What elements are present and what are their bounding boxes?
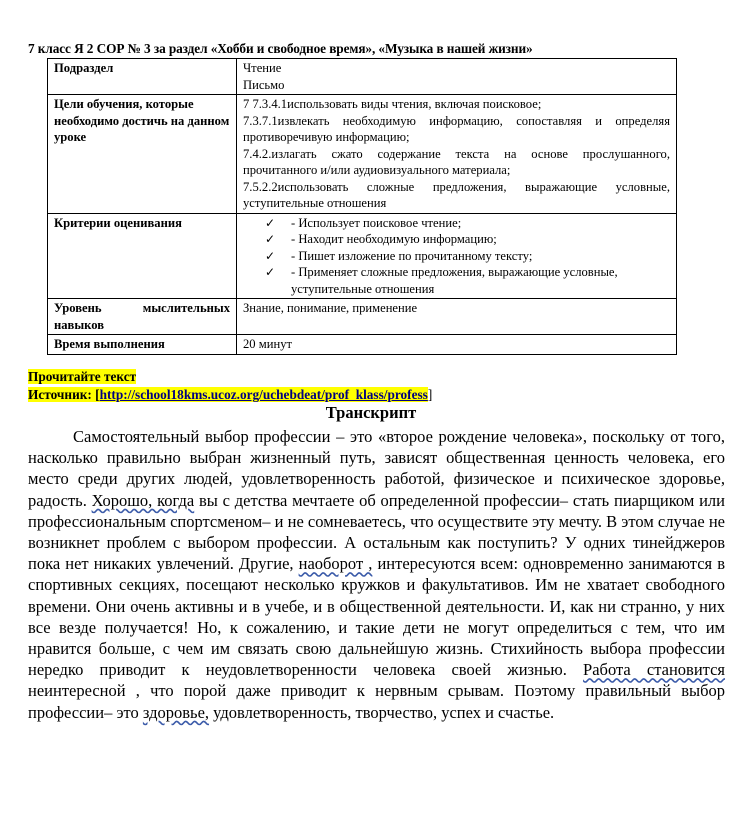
criteria-text: - Находит необходимую информацию;	[291, 232, 497, 246]
transcript-paragraph	[28, 426, 725, 723]
level-value: Знание, понимание, применение	[237, 299, 677, 335]
subsection-reading: Чтение	[243, 61, 282, 75]
grammar-marked-text: здоровье,	[142, 702, 210, 722]
checkmark-icon: ✓	[265, 215, 276, 230]
transcript-text: вы с детства мечтаете об определенной профессии– стать пиарщиком или профессиональным спортсменом– и не сомневаетесь, что осуществите эту мечту. В этом случае не возникнет проблем с выбором профессии. А остальным как поступить? У одних тинейджеров пока нет никаких увлечений. Другие,	[28, 490, 725, 574]
criteria-item	[265, 231, 670, 248]
checkmark-icon: ✓	[265, 248, 276, 263]
criteria-list	[243, 215, 670, 298]
assessment-info-table	[47, 58, 677, 355]
transcript-text: неинтересной , что порой даже приводит к нервным срывам. Поэтому правильный выбор профессии– это	[28, 681, 725, 722]
grammar-marked-text: Хорошо, когда	[91, 490, 195, 510]
objective-item: 7.3.7.1извлекать необходимую информацию, сопоставляя и определяя противоречивую информацию;	[243, 113, 670, 144]
time-value: 20 минут	[237, 335, 677, 355]
checkmark-icon: ✓	[265, 232, 276, 246]
objectives-value	[237, 95, 677, 214]
level-label: Уровень мыслительных навыков	[48, 299, 237, 335]
read-task-label: Прочитайте текст	[28, 369, 137, 384]
source-label: Источник:	[28, 387, 92, 402]
criteria-text: - Пишет изложение по прочитанному тексту;	[291, 248, 533, 263]
criteria-label: Критерии оценивания	[48, 213, 237, 299]
transcript-text: удовлетворенность, творчество, успех и счастье.	[209, 702, 555, 722]
transcript-text: Самостоятельный выбор профессии – это «второе рождение человека», поскольку от того, насколько правильно выбран жизненный путь, зависят общественная ценность человека, его место среди других людей, удовлетворенность работой, физическое и психическое здоровье, радость.	[28, 427, 725, 510]
criteria-item	[265, 264, 670, 297]
subsection-label: Подраздел	[48, 59, 237, 95]
checkmark-icon: ✓	[265, 265, 276, 279]
criteria-item	[265, 215, 670, 232]
table-row	[48, 95, 677, 214]
grammar-marked-text: Работа становится	[583, 660, 725, 680]
transcript-text: интересуются всем: одновременно занимаются в спортивных секциях, посещают несколько кружков и факультативов. Им не хватает свободного времени. Они очень активны и в учебе, и в общественной деятельности. И, как ни странно, у них все везде получается! Но, к сожалению, и такие дети не могут определиться с тем, что им нравится больше, с чем им связать свою дальнейшую жизнь. Стихийность выбора профессии нередко приводит к неудовлетворенности человека своей жизнью.	[28, 554, 726, 680]
time-label: Время выполнения	[48, 335, 237, 355]
reading-task-block	[28, 368, 432, 404]
source-link[interactable]: http://school18kms.ucoz.org/uchebdeat/prof_klass/profess	[99, 387, 428, 402]
table-row	[48, 335, 677, 355]
objective-item: 7 7.3.4.1использовать виды чтения, включая поисковое;	[243, 97, 542, 111]
criteria-text: - Применяет сложные предложения, выражающие условные, уступительные отношения	[291, 265, 618, 296]
table-row	[48, 213, 677, 299]
criteria-item	[265, 248, 670, 265]
objective-item: 7.5.2.2использовать сложные предложения, выражающие условные, уступительные отношения	[243, 179, 670, 210]
table-row	[48, 299, 677, 335]
objective-item: 7.4.2.излагать сжато содержание текста на основе прослушанного, прочитанного и/или аудиовизуального материала;	[243, 146, 670, 177]
criteria-value	[237, 213, 677, 299]
source-bracket-open: [	[91, 387, 100, 402]
source-bracket-close: ]	[427, 387, 433, 402]
transcript-title: Транскрипт	[325, 403, 417, 422]
subsection-value	[237, 59, 677, 95]
document-header: 7 класс Я 2 СОР № 3 за раздел «Хобби и свободное время», «Музыка в нашей жизни»	[28, 41, 533, 56]
criteria-text: - Использует поисковое чтение;	[291, 215, 462, 230]
subsection-writing: Письмо	[243, 77, 285, 92]
objectives-label: Цели обучения, которые необходимо достичь на данном уроке	[48, 95, 237, 214]
grammar-marked-text: наоборот ,	[298, 554, 373, 574]
table-row	[48, 59, 677, 95]
